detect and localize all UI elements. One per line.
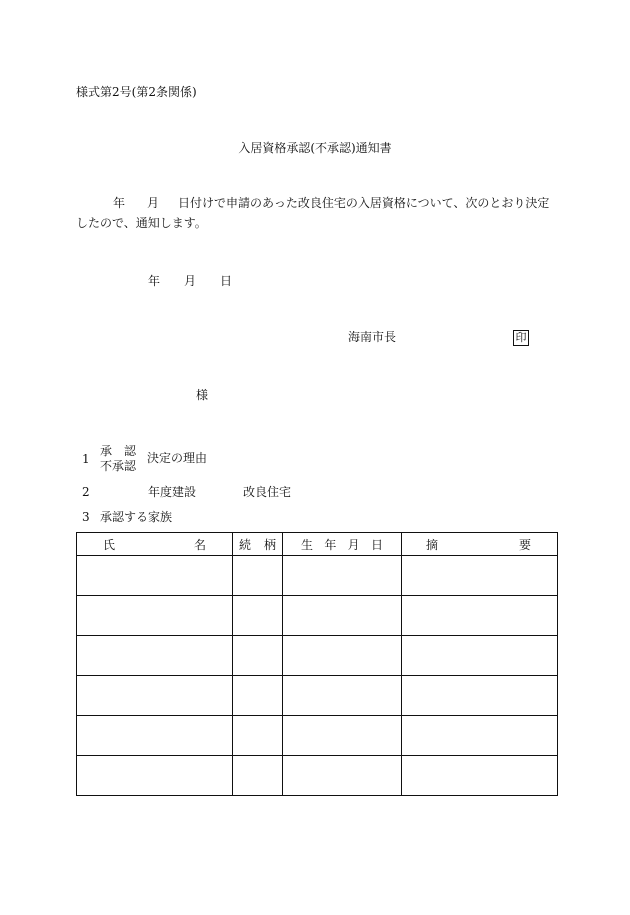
birth-date-cell[interactable] [283, 716, 402, 756]
relationship-cell[interactable] [233, 756, 283, 796]
birth-date-cell[interactable] [283, 556, 402, 596]
header-birth-date: 生 年 月 日 [283, 533, 402, 556]
date-year-label: 年 [148, 274, 161, 288]
birth-date-cell[interactable] [283, 596, 402, 636]
name-cell[interactable] [77, 676, 233, 716]
addressee-honorific: 様 [196, 388, 209, 402]
relationship-cell[interactable] [233, 636, 283, 676]
relationship-cell[interactable] [233, 716, 283, 756]
table-row [77, 636, 558, 676]
remarks-cell[interactable] [402, 716, 558, 756]
remarks-cell[interactable] [402, 756, 558, 796]
header-name: 氏 名 [77, 533, 233, 556]
table-row [77, 756, 558, 796]
table-row [77, 556, 558, 596]
item-2-number: 2 [82, 485, 90, 499]
birth-date-cell[interactable] [283, 636, 402, 676]
body-month-label: 月 [147, 196, 160, 210]
name-cell[interactable] [77, 716, 233, 756]
birth-date-cell[interactable] [283, 676, 402, 716]
item-2-housing: 改良住宅 [243, 485, 292, 499]
table-header-row [77, 533, 558, 556]
relationship-cell[interactable] [233, 676, 283, 716]
body-text-rest: 日付けで申請のあった改良住宅の入居資格について、次のとおり決定 [178, 196, 550, 210]
table-row [77, 596, 558, 636]
item-3-label: 承認する家族 [100, 510, 173, 524]
name-cell[interactable] [77, 756, 233, 796]
relationship-cell[interactable] [233, 596, 283, 636]
approve-char-2: 認 [124, 444, 137, 458]
item-3-number: 3 [82, 510, 90, 524]
item-1-reject: 不承認 [100, 459, 137, 473]
family-table [76, 532, 558, 796]
item-1-approve [100, 445, 136, 457]
body-text-line-2: したので、通知します。 [76, 216, 207, 230]
header-relationship: 続 柄 [233, 533, 283, 556]
remarks-cell[interactable] [402, 676, 558, 716]
table-row [77, 716, 558, 756]
item-2-fiscal-year: 年度建設 [148, 485, 197, 499]
notice-date [148, 275, 232, 287]
table-row [77, 676, 558, 716]
date-day-label: 日 [220, 274, 233, 288]
name-cell[interactable] [77, 636, 233, 676]
item-1-label: 決定の理由 [147, 451, 208, 465]
remarks-cell[interactable] [402, 636, 558, 676]
item-1-number: 1 [82, 452, 90, 466]
body-text-line-1 [76, 197, 549, 209]
body-year-label: 年 [113, 196, 126, 210]
name-cell[interactable] [77, 596, 233, 636]
header-remarks: 摘 要 [402, 533, 558, 556]
form-number: 様式第2号(第2条関係) [76, 85, 197, 99]
remarks-cell[interactable] [402, 596, 558, 636]
remarks-cell[interactable] [402, 556, 558, 596]
relationship-cell[interactable] [233, 556, 283, 596]
date-month-label: 月 [184, 274, 197, 288]
birth-date-cell[interactable] [283, 756, 402, 796]
seal-mark: 印 [513, 330, 529, 346]
document-title: 入居資格承認(不承認)通知書 [238, 141, 392, 155]
approve-char-1: 承 [100, 444, 113, 458]
issuer-name: 海南市長 [348, 330, 397, 344]
name-cell[interactable] [77, 556, 233, 596]
